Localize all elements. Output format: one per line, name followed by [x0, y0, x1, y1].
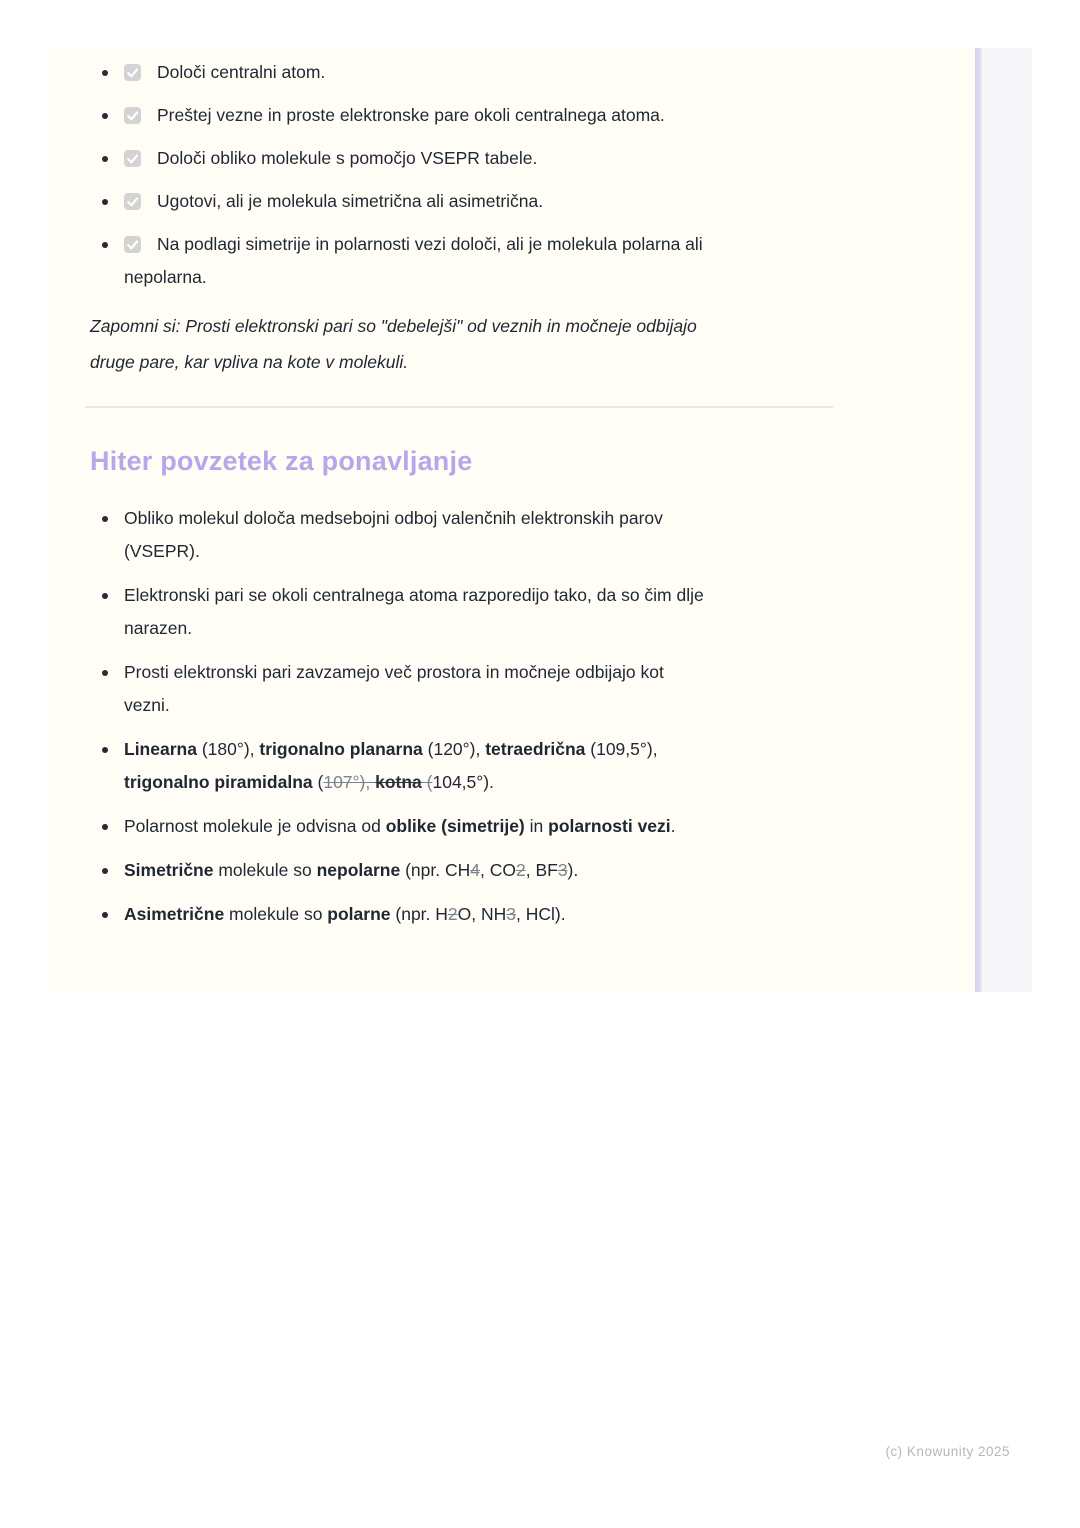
bullet-icon — [102, 912, 108, 918]
item-text — [124, 585, 704, 638]
item-text — [124, 904, 566, 924]
checklist — [90, 56, 832, 294]
bullet-icon — [102, 747, 108, 753]
summary-item — [90, 656, 832, 722]
text-segment: ). — [567, 860, 579, 880]
document-page — [48, 48, 975, 992]
text-segment: (109,5°), — [585, 739, 658, 759]
text-segment: kotna — [375, 772, 422, 792]
section-heading: Hiter povzetek za ponavljanje — [90, 446, 473, 476]
checklist-item — [90, 185, 832, 218]
item-text — [124, 508, 663, 561]
checkbox-checked-icon — [124, 193, 141, 210]
text-segment: Preštej vezne in proste elektronske pare okoli centralnega atoma. — [157, 105, 665, 125]
item-text — [124, 860, 578, 880]
text-segment: narazen. — [124, 618, 193, 638]
text-segment: Simetrične — [124, 860, 214, 880]
item-text — [157, 148, 537, 168]
text-segment: Polarnost molekule je odvisna od — [124, 816, 386, 836]
text-segment: trigonalno planarna — [259, 739, 423, 759]
bullet-icon — [102, 516, 108, 522]
text-segment: Ugotovi, ali je molekula simetrična ali asimetrična. — [157, 191, 544, 211]
bullet-icon — [102, 824, 108, 830]
text-segment: polarnosti vezi — [548, 816, 671, 836]
text-segment: ( — [421, 772, 433, 792]
text-segment: Elektronski pari se okoli centralnega atoma razporedijo tako, da so čim dlje — [124, 585, 704, 605]
section-divider — [85, 406, 833, 408]
text-segment: in — [524, 816, 549, 836]
text-segment: Določi centralni atom. — [157, 62, 326, 82]
text-segment: Določi obliko molekule s pomočjo VSEPR tabele. — [157, 148, 538, 168]
text-segment: Asimetrične — [124, 904, 225, 924]
scrollbar-thumb[interactable] — [975, 48, 982, 992]
text-segment: (npr. CH — [400, 860, 471, 880]
text-segment: , CO — [480, 860, 516, 880]
text-segment: tetraedrična — [485, 739, 586, 759]
item-text — [124, 234, 703, 287]
bullet-icon — [102, 868, 108, 874]
copyright-watermark: (c) Knowunity 2025 — [885, 1444, 1010, 1459]
item-text — [124, 739, 658, 792]
item-text — [124, 816, 676, 836]
item-text — [124, 662, 664, 715]
checkbox-checked-icon — [124, 107, 141, 124]
text-segment: 3 — [506, 904, 516, 924]
bullet-icon — [102, 199, 108, 205]
text-segment: 4 — [470, 860, 480, 880]
bullet-icon — [102, 593, 108, 599]
text-segment: 107°), — [323, 772, 376, 792]
text-segment: druge pare, kar vpliva na kote v molekuli. — [90, 352, 409, 372]
item-text — [157, 62, 325, 82]
summary-item — [90, 733, 832, 799]
text-segment: 2 — [447, 904, 458, 924]
text-segment: , HCl). — [516, 904, 566, 924]
summary-item — [90, 898, 832, 931]
text-segment: Obliko molekul določa medsebojni odboj valenčnih elektronskih parov — [124, 508, 663, 528]
checklist-item — [90, 228, 832, 294]
summary-item — [90, 854, 832, 887]
item-text — [157, 105, 665, 125]
text-segment: polarne — [327, 904, 391, 924]
text-segment: (120°), — [422, 739, 486, 759]
text-segment: nepolarna. — [124, 267, 207, 287]
text-segment: 104,5°). — [432, 772, 494, 792]
text-segment: Linearna — [124, 739, 197, 759]
text-segment: molekule so — [224, 904, 328, 924]
text-segment: oblike (simetrije) — [385, 816, 525, 836]
summary-item — [90, 579, 832, 645]
checklist-item — [90, 99, 832, 132]
checkbox-checked-icon — [124, 64, 141, 81]
summary-list — [90, 502, 832, 931]
text-segment: Na podlagi simetrije in polarnosti vezi določi, ali je molekula polarna ali — [157, 234, 703, 254]
checklist-item — [90, 56, 832, 89]
summary-item — [90, 810, 832, 843]
bullet-icon — [102, 70, 108, 76]
text-segment: (VSEPR). — [124, 541, 200, 561]
note-paragraph — [90, 308, 832, 380]
bullet-icon — [102, 156, 108, 162]
text-segment: 2 — [515, 860, 526, 880]
text-segment: trigonalno piramidalna — [124, 772, 313, 792]
checkbox-checked-icon — [124, 236, 141, 253]
bullet-icon — [102, 113, 108, 119]
item-text — [157, 191, 543, 211]
text-segment: ( — [312, 772, 324, 792]
text-segment: (180°), — [196, 739, 260, 759]
text-segment: Prosti elektronski pari zavzamejo več prostora in močneje odbijajo kot — [124, 662, 664, 682]
text-segment: O, NH — [457, 904, 507, 924]
text-segment: . — [670, 816, 676, 836]
checkbox-checked-icon — [124, 150, 141, 167]
summary-item — [90, 502, 832, 568]
text-segment: vezni. — [124, 695, 170, 715]
bullet-icon — [102, 242, 108, 248]
text-segment: , BF — [525, 860, 558, 880]
text-segment: (npr. H — [390, 904, 448, 924]
text-segment: Zapomni si: Prosti elektronski pari so "debelejši" od veznih in močneje odbijajo — [90, 316, 697, 336]
text-segment: molekule so — [213, 860, 317, 880]
next-page-gutter — [982, 48, 1032, 992]
checklist-item — [90, 142, 832, 175]
text-segment: 3 — [557, 860, 568, 880]
bullet-icon — [102, 670, 108, 676]
text-segment: nepolarne — [316, 860, 401, 880]
